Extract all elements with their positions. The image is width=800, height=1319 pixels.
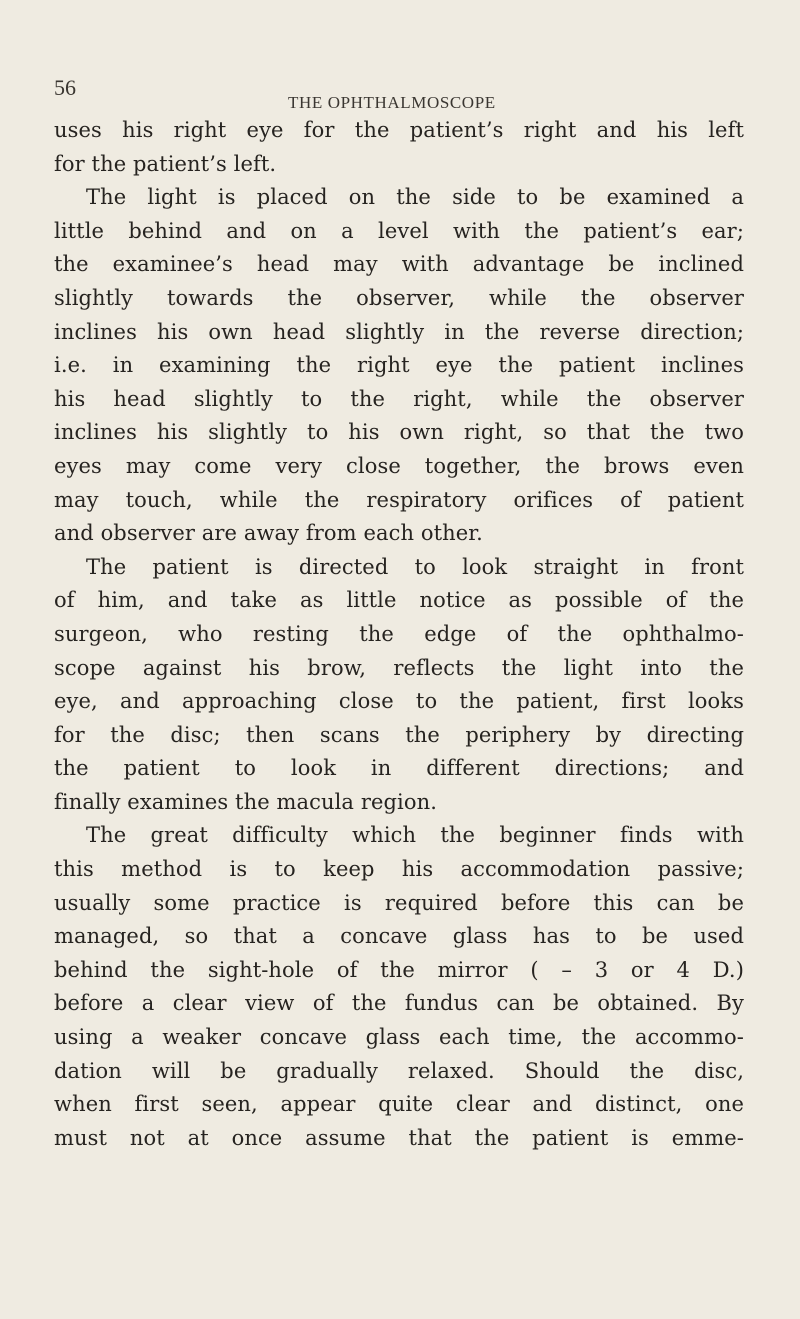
- text-line: this method is to keep his accommodation passive;: [54, 857, 744, 882]
- text-line: before a clear view of the fundus can be obtained. By: [54, 991, 744, 1016]
- text-line: his head slightly to the right, while the observer: [54, 386, 744, 411]
- text-line: The great difficulty which the beginner finds with: [86, 823, 744, 848]
- body-text: [54, 114, 744, 1155]
- text-line: inclines his slightly to his own right, so that the two: [54, 420, 744, 445]
- text-line: behind the sight-hole of the mirror ( – 3 or 4 D.): [54, 957, 744, 982]
- text-line: when first seen, appear quite clear and distinct, one: [54, 1092, 744, 1117]
- text-line: The patient is directed to look straight in front: [86, 554, 744, 579]
- text-line: for the disc; then scans the periphery by directing: [54, 722, 744, 747]
- text-line: dation will be gradually relaxed. Should the disc,: [54, 1058, 744, 1083]
- text-line: i.e. in examining the right eye the patient inclines: [54, 353, 744, 378]
- text-line: finally examines the macula region.: [54, 789, 437, 814]
- text-line: inclines his own head slightly in the reverse direction;: [54, 319, 744, 344]
- text-line: scope against his brow, reflects the light into the: [54, 655, 744, 680]
- text-line: the examinee’s head may with advantage be inclined: [54, 252, 744, 277]
- page-number: 56: [54, 75, 76, 100]
- text-line: using a weaker concave glass each time, the accommo-: [54, 1025, 744, 1050]
- text-line: and observer are away from each other.: [54, 521, 483, 546]
- text-line: must not at once assume that the patient is emme-: [54, 1125, 744, 1150]
- text-line: uses his right eye for the patient’s right and his left: [54, 118, 744, 142]
- text-line: eyes may come very close together, the brows even: [54, 453, 744, 478]
- text-line: surgeon, who resting the edge of the ophthalmo-: [54, 621, 744, 646]
- text-line: the patient to look in different directions; and: [54, 756, 744, 781]
- text-line: for the patient’s left.: [54, 151, 277, 176]
- text-line: eye, and approaching close to the patient, first looks: [54, 689, 744, 714]
- text-line: managed, so that a concave glass has to be used: [54, 924, 744, 949]
- text-line: The light is placed on the side to be examined a: [86, 185, 744, 210]
- running-head: THE OPHTHALMOSCOPE: [288, 93, 496, 112]
- text-line: little behind and on a level with the patient’s ear;: [54, 218, 744, 243]
- text-line: usually some practice is required before this can be: [54, 890, 744, 915]
- text-line: may touch, while the respiratory orifices of patient: [54, 487, 744, 512]
- text-line: slightly towards the observer, while the observer: [54, 285, 744, 310]
- text-line: of him, and take as little notice as possible of the: [54, 588, 744, 613]
